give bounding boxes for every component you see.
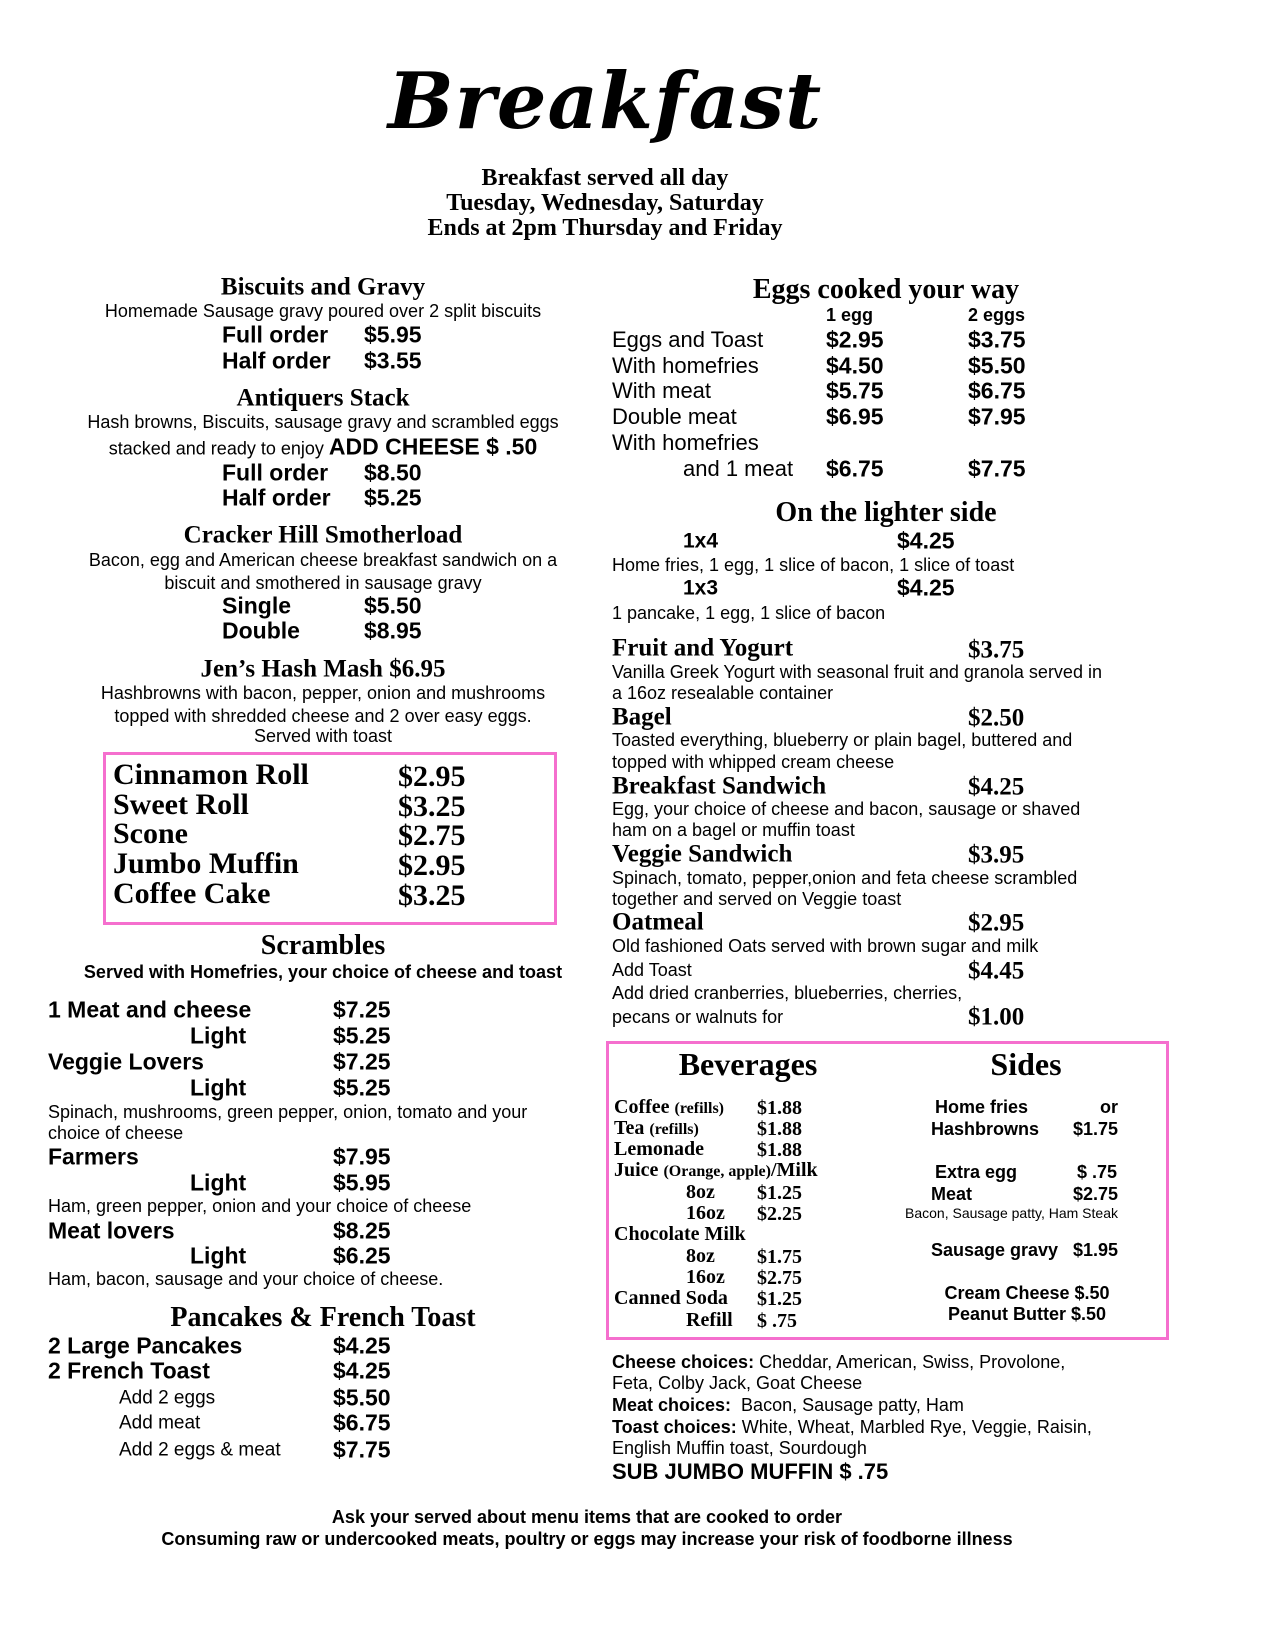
row-label: Double bbox=[222, 617, 300, 644]
bev-name: Coffee bbox=[614, 1096, 670, 1118]
item-price: $3.75 bbox=[968, 636, 1025, 664]
item-price: $4.25 bbox=[897, 527, 955, 554]
section-title: Beverages bbox=[678, 1046, 818, 1082]
item-desc: Served with toast bbox=[253, 726, 393, 746]
side-label: Peanut Butter $.50 bbox=[947, 1304, 1107, 1324]
row-price: $3.55 bbox=[364, 347, 422, 374]
footer-note: Ask your served about menu items that are cooked to order bbox=[331, 1507, 843, 1527]
item-desc: Ham, green pepper, onion and your choice of cheese bbox=[48, 1196, 472, 1216]
subheader-line: Tuesday, Wednesday, Saturday bbox=[446, 190, 764, 216]
row-price: $5.25 bbox=[333, 1022, 391, 1049]
pastry-name: Cinnamon Roll bbox=[113, 758, 309, 791]
bev-note: (refills) bbox=[674, 1100, 724, 1117]
item-desc: together and served on Veggie toast bbox=[612, 889, 902, 909]
item-name: Oatmeal bbox=[612, 908, 704, 936]
item-desc: Spinach, tomato, pepper,onion and feta cheese scrambled bbox=[612, 868, 1078, 888]
section-title: Cracker Hill Smotherload bbox=[183, 521, 463, 549]
section-title: Scrambles bbox=[260, 930, 386, 961]
bev-label: Lemonade bbox=[614, 1138, 704, 1160]
bev-price: $1.88 bbox=[757, 1139, 802, 1161]
item-price: $4.25 bbox=[968, 773, 1025, 801]
row-label: Light bbox=[190, 1074, 247, 1101]
meat-choices bbox=[612, 1396, 964, 1414]
add-toast-price: $4.45 bbox=[968, 957, 1025, 985]
row-price: $5.25 bbox=[364, 484, 422, 511]
row-price: $5.50 bbox=[333, 1384, 391, 1411]
toast-choices bbox=[612, 1418, 1092, 1436]
bev-note: (refills) bbox=[649, 1121, 699, 1138]
bev-name: Tea bbox=[614, 1117, 645, 1139]
choice-text: English Muffin toast, Sourdough bbox=[612, 1438, 867, 1458]
side-note: Bacon, Sausage patty, Ham Steak bbox=[905, 1205, 1118, 1221]
row-price: $7.25 bbox=[333, 1048, 391, 1075]
item-desc: Hash browns, Biscuits, sausage gravy and scrambled eggs bbox=[87, 412, 559, 432]
bev-label bbox=[614, 1118, 699, 1138]
choice-text: Feta, Colby Jack, Goat Cheese bbox=[612, 1373, 863, 1393]
bev-size: 16oz bbox=[686, 1266, 725, 1288]
item-desc: Old fashioned Oats served with brown sugar and milk bbox=[612, 936, 1039, 956]
row-label: Eggs and Toast bbox=[612, 327, 764, 352]
side-label: Hashbrowns bbox=[931, 1119, 1040, 1139]
item-price: $3.95 bbox=[968, 841, 1025, 869]
item-name: 1x3 bbox=[683, 576, 719, 600]
side-label: Meat bbox=[931, 1184, 973, 1204]
pastry-price: $2.75 bbox=[398, 819, 466, 852]
row-price: $3.75 bbox=[968, 326, 1026, 353]
bev-size: 8oz bbox=[686, 1245, 715, 1267]
row-label: Half order bbox=[222, 484, 331, 511]
row-price: $4.50 bbox=[826, 352, 884, 379]
item-desc: ham on a bagel or muffin toast bbox=[612, 820, 855, 840]
row-price: $5.50 bbox=[364, 592, 422, 619]
row-price: $5.95 bbox=[364, 321, 422, 348]
bev-label: Refill bbox=[686, 1309, 733, 1331]
row-price: $7.95 bbox=[333, 1143, 391, 1170]
bev-name: /Milk bbox=[770, 1159, 818, 1181]
pastry-price: $3.25 bbox=[398, 790, 466, 823]
bev-label: Canned Soda bbox=[614, 1287, 728, 1309]
section-title: Sides bbox=[990, 1046, 1062, 1082]
row-label: Veggie Lovers bbox=[48, 1048, 204, 1075]
row-label: Light bbox=[190, 1169, 247, 1196]
item-price: $4.25 bbox=[897, 574, 955, 601]
bev-name: Juice bbox=[614, 1159, 659, 1181]
bev-size: 16oz bbox=[686, 1202, 725, 1224]
side-price: $ .75 bbox=[1077, 1162, 1118, 1182]
row-price: $6.75 bbox=[333, 1409, 391, 1436]
row-price: $6.25 bbox=[333, 1242, 391, 1269]
row-label: With homefries bbox=[612, 430, 759, 455]
row-price: $6.75 bbox=[968, 377, 1026, 404]
pastry-name: Coffee Cake bbox=[113, 877, 271, 910]
row-label: Meat lovers bbox=[48, 1217, 175, 1244]
row-price: $7.75 bbox=[333, 1436, 391, 1463]
choice-label: Meat choices: bbox=[612, 1395, 732, 1415]
item-price: $2.50 bbox=[968, 704, 1025, 732]
row-price: $7.95 bbox=[968, 403, 1026, 430]
column-header: 2 eggs bbox=[968, 305, 1026, 325]
bev-price: $1.75 bbox=[757, 1246, 802, 1268]
pastry-price: $2.95 bbox=[398, 849, 466, 882]
item-desc: 1 pancake, 1 egg, 1 slice of bacon bbox=[612, 603, 886, 623]
row-price: $8.25 bbox=[333, 1217, 391, 1244]
row-label: Farmers bbox=[48, 1143, 139, 1170]
add-fruit: Add dried cranberries, blueberries, cherries, bbox=[612, 983, 963, 1003]
add-fruit: pecans or walnuts for bbox=[612, 1007, 784, 1027]
pastry-name: Scone bbox=[113, 817, 188, 850]
desc-text: stacked and ready to enjoy bbox=[108, 438, 324, 459]
section-title: Pancakes & French Toast bbox=[170, 1302, 476, 1333]
item-desc: Spinach, mushrooms, green pepper, onion, tomato and your bbox=[48, 1102, 528, 1122]
add-fruit-price: $1.00 bbox=[968, 1003, 1025, 1031]
bev-price: $1.88 bbox=[757, 1118, 802, 1140]
choice-text: Cheddar, American, Swiss, Provolone, bbox=[754, 1352, 1066, 1372]
bev-size: 8oz bbox=[686, 1181, 715, 1203]
cheese-choices bbox=[612, 1353, 1065, 1371]
row-price: $5.95 bbox=[333, 1169, 391, 1196]
row-label: Light bbox=[190, 1242, 247, 1269]
item-name: Breakfast Sandwich bbox=[612, 772, 827, 800]
subheader-line: Breakfast served all day bbox=[481, 165, 729, 191]
row-label: Full order bbox=[222, 321, 329, 348]
row-price: $8.95 bbox=[364, 617, 422, 644]
item-desc: topped with shredded cheese and 2 over easy eggs. bbox=[114, 706, 532, 726]
row-label: 2 Large Pancakes bbox=[48, 1332, 243, 1359]
side-price: $1.95 bbox=[1073, 1240, 1119, 1260]
row-label: Add meat bbox=[119, 1412, 201, 1434]
row-label: Double meat bbox=[612, 404, 737, 429]
section-title: Eggs cooked your way bbox=[752, 274, 1020, 305]
choice-label: Cheese choices: bbox=[612, 1352, 755, 1372]
item-desc: Homemade Sausage gravy poured over 2 split biscuits bbox=[104, 301, 542, 321]
row-price: $5.25 bbox=[333, 1074, 391, 1101]
choice-text: White, Wheat, Marbled Rye, Veggie, Raisin, bbox=[736, 1417, 1092, 1437]
row-label: Light bbox=[190, 1022, 247, 1049]
side-label: Cream Cheese $.50 bbox=[944, 1283, 1110, 1303]
row-label: Single bbox=[222, 592, 292, 619]
add-toast: Add Toast bbox=[612, 960, 692, 980]
bev-price: $1.88 bbox=[757, 1097, 802, 1119]
item-desc: choice of cheese bbox=[48, 1123, 184, 1143]
row-price: $4.25 bbox=[333, 1357, 391, 1384]
pastry-name: Sweet Roll bbox=[113, 788, 249, 821]
row-price: $5.75 bbox=[826, 377, 884, 404]
row-label: and 1 meat bbox=[683, 456, 794, 481]
side-label: Home fries bbox=[935, 1097, 1029, 1117]
section-subtitle: Served with Homefries, your choice of cheese and toast bbox=[83, 962, 563, 982]
item-desc: a 16oz resealable container bbox=[612, 683, 834, 703]
item-name: 1x4 bbox=[683, 529, 719, 553]
row-label: Add 2 eggs bbox=[119, 1387, 216, 1409]
row-price: $4.25 bbox=[333, 1332, 391, 1359]
item-desc: Ham, bacon, sausage and your choice of cheese. bbox=[48, 1269, 444, 1289]
section-title: Antiquers Stack bbox=[236, 384, 410, 412]
item-desc bbox=[108, 433, 538, 460]
item-desc: Egg, your choice of cheese and bacon, sausage or shaved bbox=[612, 799, 1081, 819]
bev-price: $ .75 bbox=[757, 1310, 797, 1332]
item-name: Fruit and Yogurt bbox=[612, 634, 794, 662]
row-label: 1 Meat and cheese bbox=[48, 996, 252, 1023]
add-cheese: ADD CHEESE $ .50 bbox=[328, 433, 538, 460]
bev-price: $1.25 bbox=[757, 1288, 802, 1310]
row-label: Full order bbox=[222, 459, 329, 486]
subheader-line: Ends at 2pm Thursday and Friday bbox=[427, 215, 783, 241]
bev-label bbox=[614, 1160, 818, 1180]
row-price: $6.75 bbox=[826, 455, 884, 482]
item-desc: topped with whipped cream cheese bbox=[612, 752, 895, 772]
row-price: $6.95 bbox=[826, 403, 884, 430]
side-price: $1.75 bbox=[1073, 1119, 1119, 1139]
bev-price: $2.75 bbox=[757, 1267, 802, 1289]
pastry-price: $2.95 bbox=[398, 760, 466, 793]
item-desc: Toasted everything, blueberry or plain bagel, buttered and bbox=[612, 730, 1073, 750]
row-label: 2 French Toast bbox=[48, 1357, 210, 1384]
bev-note: (Orange, apple) bbox=[663, 1163, 771, 1180]
side-or: or bbox=[1100, 1097, 1118, 1117]
item-desc: Hashbrowns with bacon, pepper, onion and mushrooms bbox=[100, 683, 546, 703]
item-desc: Bacon, egg and American cheese breakfast sandwich on a bbox=[88, 550, 558, 570]
bev-price: $2.25 bbox=[757, 1203, 802, 1225]
choice-label: Toast choices: bbox=[612, 1417, 737, 1437]
row-price: $7.25 bbox=[333, 996, 391, 1023]
item-desc: Home fries, 1 egg, 1 slice of bacon, 1 slice of toast bbox=[612, 555, 1015, 575]
bev-label: Chocolate Milk bbox=[614, 1223, 746, 1245]
row-label: With homefries bbox=[612, 353, 759, 378]
row-label: Half order bbox=[222, 347, 331, 374]
item-name: Veggie Sandwich bbox=[612, 840, 793, 868]
item-desc: biscuit and smothered in sausage gravy bbox=[164, 573, 482, 593]
sub-jumbo-muffin: SUB JUMBO MUFFIN $ .75 bbox=[612, 1459, 889, 1484]
column-header: 1 egg bbox=[826, 305, 874, 325]
section-title: On the lighter side bbox=[775, 497, 997, 528]
section-title: Biscuits and Gravy bbox=[220, 273, 426, 301]
item-price: $2.95 bbox=[968, 909, 1025, 937]
row-price: $5.50 bbox=[968, 352, 1026, 379]
menu-title: Breakfast bbox=[387, 56, 823, 147]
section-title: Jen’s Hash Mash $6.95 bbox=[200, 655, 446, 683]
item-desc: Vanilla Greek Yogurt with seasonal fruit and granola served in bbox=[612, 662, 1102, 682]
choice-text: Bacon, Sausage patty, Ham bbox=[731, 1395, 964, 1415]
pastry-name: Jumbo Muffin bbox=[113, 847, 299, 880]
row-price: $8.50 bbox=[364, 459, 422, 486]
side-label: Sausage gravy bbox=[931, 1240, 1059, 1260]
side-label: Extra egg bbox=[935, 1162, 1018, 1182]
row-label: Add 2 eggs & meat bbox=[119, 1439, 281, 1461]
row-price: $7.75 bbox=[968, 455, 1026, 482]
row-price: $2.95 bbox=[826, 326, 884, 353]
bev-price: $1.25 bbox=[757, 1182, 802, 1204]
row-label: With meat bbox=[612, 378, 712, 403]
bev-label bbox=[614, 1097, 724, 1117]
footer-note: Consuming raw or undercooked meats, poultry or eggs may increase your risk of foodborne illness bbox=[161, 1529, 1013, 1549]
item-name: Bagel bbox=[612, 703, 672, 731]
side-price: $2.75 bbox=[1073, 1184, 1119, 1204]
pastry-price: $3.25 bbox=[398, 879, 466, 912]
